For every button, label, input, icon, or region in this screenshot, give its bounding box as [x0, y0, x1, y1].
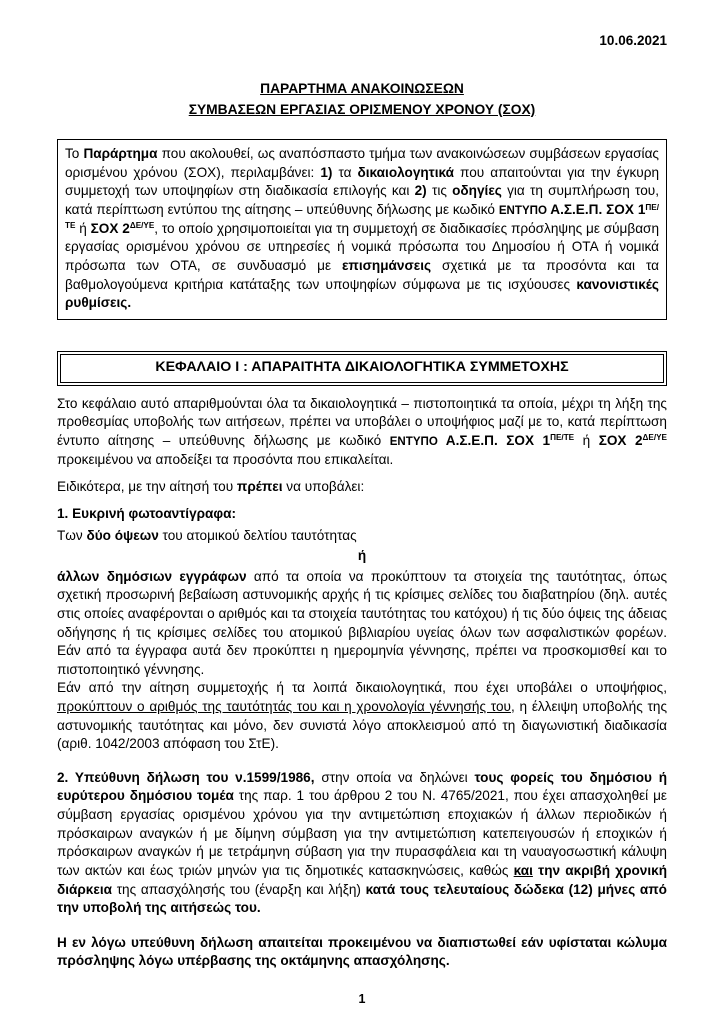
list-item-1-heading: 1. Ευκρινή φωτοαντίγραφα:	[57, 505, 237, 521]
document-date: 10.06.2021	[599, 33, 667, 48]
paragraph-chapter-intro: Στο κεφάλαιο αυτό απαριθμούνται όλα τα δικαιολογητικά – πιστοποιητικά τα οποία, μέχρι τη λήξη της προθεσμίας υποβολής των αιτήσεων, πρέπει να υποβάλει ο υποψήφιος μαζί με το, κατά περίπτωση έντυπο αίτησης – υπεύθυνης δήλωσης με κωδικό ΕΝΤΥΠΟ Α.Σ.Ε.Π. ΣΟΧ $1^{\Pi E/TE}$ ή ΣΟΧ $2^{\Delta E/\Upsilon E}$ προκειμένου να αποδείξει τα προσόντα που επικαλείται.	[57, 395, 667, 467]
paragraph-other-documents: άλλων δημόσιων εγγράφων από τα οποία να προκύπτουν τα στοιχεία της ταυτότητας, όπως σχετική προσωρινή βεβαίωση αστυνομικής αρχής ή τις κρίσιμες σελίδες του διαβατηρίου (δηλ. αυτές στις οποίες αναφέρονται ο αριθμός και τα στοιχεία ταυτότητας του κατόχου) ή τις δύο όψεις της άδειας οδήγησης ή τις κρίσιμες σελίδες του ατομικού βιβλιαρίου υγείας όλων των ασφαλιστικών φορέων. Εάν από τα έγγραφα αυτά δεν προκύπτει η ημερομηνία γέννησης, πρέπει να προσκομισθεί και το πιστοποιητικό γέννησης.	[57, 568, 667, 677]
intro-paragraph: Το Παράρτημα που ακολουθεί, ως αναπόσπαστο τμήμα των ανακοινώσεων συμβάσεων εργασίας ορισμένου χρόνου (ΣΟΧ), περιλαμβάνει: 1) τα δικαιολογητικά που απαιτούνται για την έγκυρη συμμετοχή των υποψηφίων στη διαδικασία επιλογής και 2) τις οδηγίες για τη συμπλήρωση του, κατά περίπτωση εντύπου της αίτησης – υπεύθυνης δήλωσης με κωδικό ΕΝΤΥΠΟ Α.Σ.Ε.Π. ΣΟΧ $1^{\Pi E/TE}$ ή ΣΟΧ $2^{\Delta E/\Upsilon E}$, το οποίο χρησιμοποιείται για τη συμμετοχή σε διαδικασίες πρόσληψης με σύμβαση εργασίας ορισμένου χρόνου σε υπηρεσίες ή νομικά πρόσωπα του Δημοσίου ή ΟΤΑ ή νομικά πρόσωπα των ΟΤΑ, σε συνδυασμό με επισημάνσεις σχετικά με τα προσόντα και τα βαθμολογούμενα κριτήρια κατάταξης των υποψηφίων σύμφωνα με τις ισχύουσες κανονιστικές ρυθμίσεις.	[65, 146, 660, 311]
page-title-line-2: ΣΥΜΒΑΣΕΩΝ ΕΡΓΑΣΙΑΣ ΟΡΙΣΜΕΝΟΥ ΧΡΟΝΟΥ (ΣΟΧ)	[188, 101, 536, 117]
paragraph-declaration-purpose: Η εν λόγω υπεύθυνη δήλωση απαιτείται προκειμένου να διαπιστωθεί εάν υφίσταται κώλυμα πρόσληψης λόγω υπέρβασης της οκτάμηνης απασχόλησης.	[57, 934, 667, 969]
paragraph-responsible-declaration: 2. Υπεύθυνη δήλωση του ν.1599/1986, στην οποία να δηλώνει τους φορείς του δημόσιου ή ευρύτερου δημόσιου τομέα της παρ. 1 του άρθρου 2 του Ν. 4765/2021, που έχει απασχοληθεί με σύμβαση εργασίας ορισμένου χρόνου για την αντιμετώπιση εποχιακών ή άλλων περιοδικών ή πρόσκαιρων αναγκών ή με δίμηνη σύμβαση για την αντιμετώπιση κατεπειγουσών ή εποχικών ή πρόσκαιρων αναγκών ή με τετράμηνη σύβαση για την πυρασφάλεια και τη ναυαγοσωστική κάλυψη των ακτών και έως τριών μηνών για τις δημοτικές κατασκηνώσεις, καθώς και την ακριβή χρονική διάρκεια της απασχόλησής του (έναρξη και λήξη) κατά τους τελευταίους δώδεκα (12) μήνες από την υποβολή της αιτήσεώς του.	[57, 769, 668, 916]
page-title-line-1: ΠΑΡΑΡΤΗΜΑ ΑΝΑΚΟΙΝΩΣΕΩΝ	[260, 80, 464, 96]
page-title	[57, 79, 667, 120]
chapter-heading: ΚΕΦΑΛΑΙΟ Ι : ΑΠΑΡΑΙΤΗΤΑ ΔΙΚΑΙΟΛΟΓΗΤΙΚΑ ΣΥΜΜΕΤΟΧΗΣ	[60, 354, 664, 383]
intro-box	[57, 139, 667, 320]
page-number: 1	[358, 992, 366, 1006]
chapter-heading-box	[57, 351, 667, 386]
paragraph-identity-copies: Των δύο όψεων του ατομικού δελτίου ταυτότητας	[57, 527, 357, 543]
paragraph-missing-id-note: Εάν από την αίτηση συμμετοχής ή τα λοιπά δικαιολογητικά, που έχει υποβάλει ο υποψήφιος, προκύπτουν ο αριθμός της ταυτότητάς του και η χρονολογία γέννησής του, η έλλειψη υποβολής της αστυνομικής ταυτότητας και μόνο, δεν συνιστά λόγο αποκλεισμού από τη διαγωνιστική διαδικασία (αριθ. 1042/2003 απόφαση του ΣτΕ).	[57, 680, 667, 752]
paragraph-submit-instruction: Ειδικότερα, με την αίτησή του πρέπει να υποβάλει:	[57, 479, 365, 495]
or-separator: ή	[357, 548, 367, 564]
